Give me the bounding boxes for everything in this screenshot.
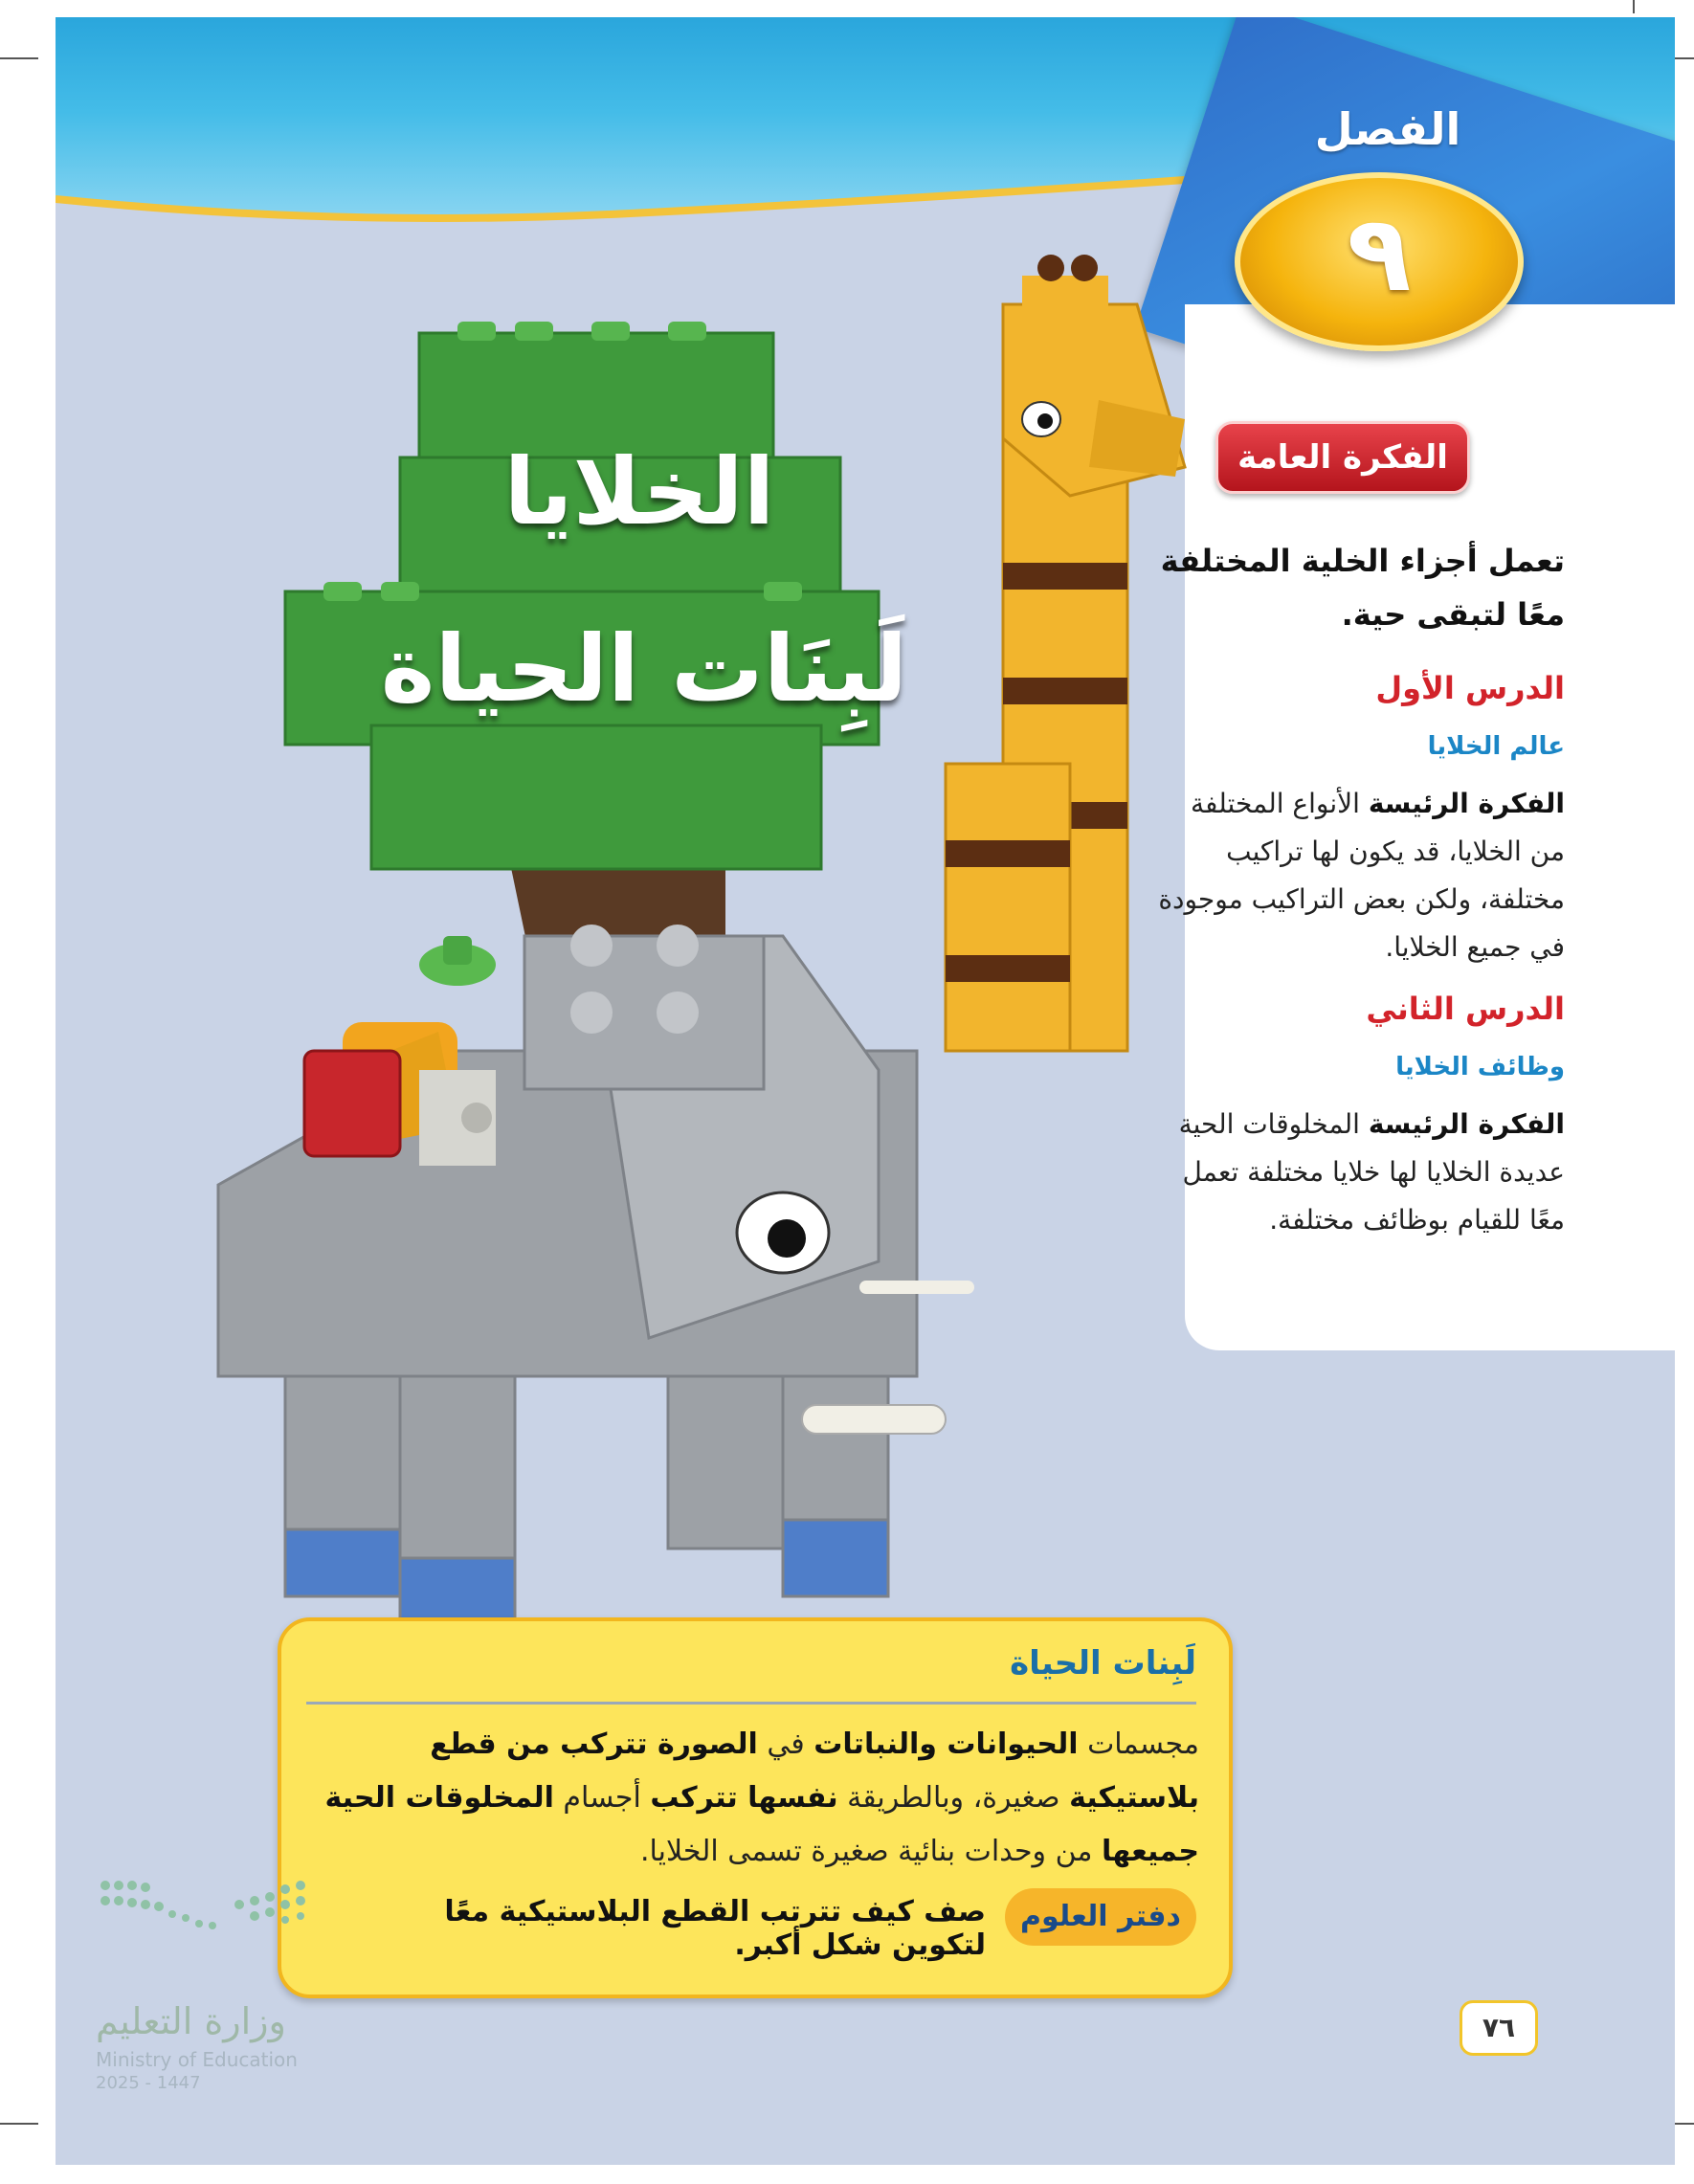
bold-segment: الصورة تتركب من قطع بلاستيكية: [430, 1727, 1199, 1815]
text-segment: مجسمات: [1078, 1727, 1199, 1761]
science-notebook-prompt: صف كيف تترتب القطع البلاستيكية معًا لتكوين شكل أكبر.: [444, 1895, 986, 1962]
main-idea-text: المخلوقات الحية عديدة الخلايا لها خلايا مختلفة تعمل معًا للقيام بوظائف مختلفة.: [1178, 1108, 1565, 1236]
page-number: ٧٦: [1460, 2000, 1538, 2056]
ministry-name-english: Ministry of Education: [96, 2048, 298, 2071]
crop-mark: [0, 57, 38, 59]
text-segment: من وحدات بنائية صغيرة تسمى الخلايا.: [640, 1835, 1103, 1868]
lesson2-heading: الدرس الثاني: [1366, 991, 1565, 1027]
lesson1-main-idea: [1153, 780, 1565, 971]
chapter-number: ٩: [1347, 192, 1412, 315]
big-idea-text: تعمل أجزاء الخلية المختلفة معًا لتبقى حية.: [1160, 543, 1565, 633]
ministry-logo-icon: [96, 1866, 316, 1972]
chapter-label: الفصل: [1314, 103, 1461, 155]
ministry-year: 2025 - 1447: [96, 2073, 201, 2093]
lesson1-subtitle: عالم الخلايا: [1427, 732, 1565, 761]
bold-segment: المخلوقات الحية جميعها: [324, 1781, 1199, 1868]
building-blocks-title: لَبِنات الحياة: [1010, 1644, 1196, 1683]
bold-segment: الحيوانات والنباتات: [814, 1727, 1079, 1761]
big-idea-badge: الفكرة العامة: [1215, 421, 1470, 494]
crop-mark: [1633, 0, 1635, 13]
text-segment: في: [757, 1727, 814, 1761]
ministry-name-arabic: وزارة التعليم: [96, 2000, 286, 2042]
lesson1-heading: الدرس الأول: [1375, 670, 1565, 706]
text-segment: صغيرة، وبالطريقة: [837, 1781, 1070, 1815]
main-idea-text: الأنواع المختلفة من الخلايا، قد يكون لها تراكيب مختلفة، ولكن بعض التراكيب موجودة في جميع الخلايا.: [1158, 788, 1565, 963]
lesson2-main-idea: [1153, 1101, 1565, 1244]
chapter-title-line2: لَبِنَات الحياة: [380, 615, 908, 723]
main-idea-label: الفكرة الرئيسة: [1368, 788, 1565, 819]
chapter-title-line1: الخلايا: [503, 438, 775, 546]
science-notebook-label: دفتر العلوم: [1005, 1888, 1196, 1946]
text-segment: أجسام: [553, 1781, 651, 1815]
bold-segment: نفسها تتركب: [650, 1781, 838, 1815]
lesson2-subtitle: وظائف الخلايا: [1395, 1053, 1565, 1081]
divider: [306, 1702, 1196, 1705]
building-blocks-paragraph: [304, 1718, 1199, 1879]
crop-mark: [0, 2123, 38, 2125]
main-idea-label: الفكرة الرئيسة: [1368, 1108, 1565, 1140]
